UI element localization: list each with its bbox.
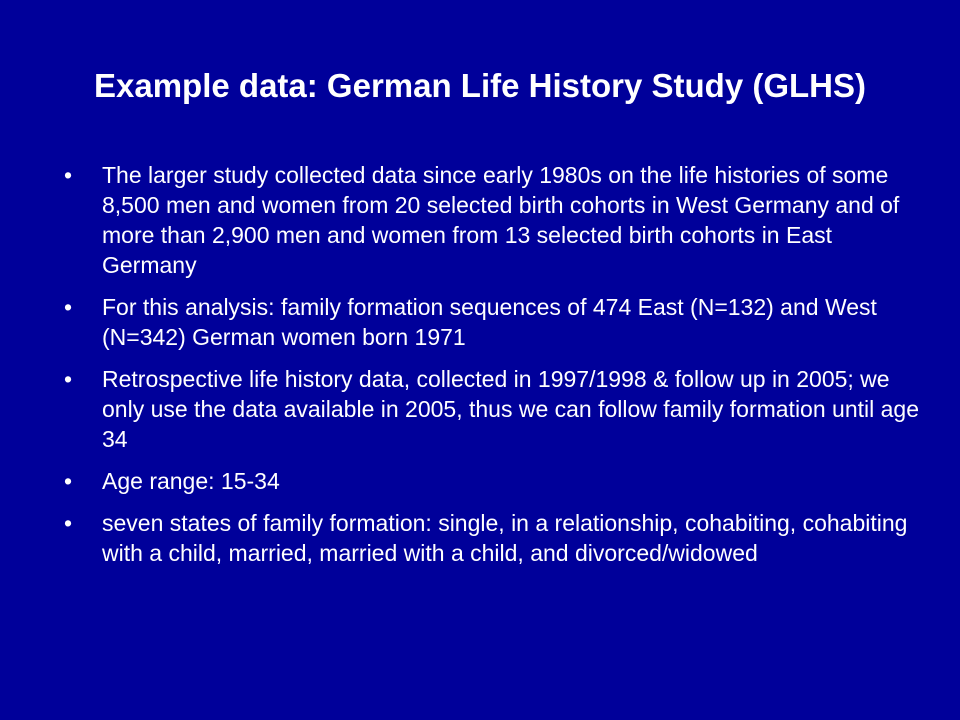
bullet-text: For this analysis: family formation sequences of 474 East (N=132) and West (N=342) German women born 1971	[102, 294, 877, 350]
bullet-text: seven states of family formation: single, in a relationship, cohabiting, cohabiting with a child, married, married with a child, and divorced/widowed	[102, 510, 908, 566]
bullet-text: Retrospective life history data, collected in 1997/1998 & follow up in 2005; we only use the data available in 2005, thus we can follow family formation until age 34	[102, 366, 919, 452]
bullet-icon: •	[64, 510, 73, 536]
bullet-item-retrospective-data	[64, 364, 920, 454]
bullet-list	[64, 160, 920, 580]
bullet-text: Age range: 15-34	[102, 468, 280, 494]
bullet-item-age-range	[64, 466, 920, 496]
bullet-item-analysis-sample	[64, 292, 920, 352]
bullet-icon: •	[64, 294, 73, 320]
bullet-item-study-description	[64, 160, 920, 280]
bullet-text: The larger study collected data since early 1980s on the life histories of some 8,500 men and women from 20 selected birth cohorts in West Germany and of more than 2,900 men and women from 13 selected birth cohorts in East Germany	[102, 162, 900, 278]
bullet-icon: •	[64, 468, 73, 494]
slide-title: Example data: German Life History Study (GLHS)	[94, 67, 866, 104]
bullet-icon: •	[64, 366, 73, 392]
bullet-item-family-states	[64, 508, 920, 568]
bullet-icon: •	[64, 162, 73, 188]
